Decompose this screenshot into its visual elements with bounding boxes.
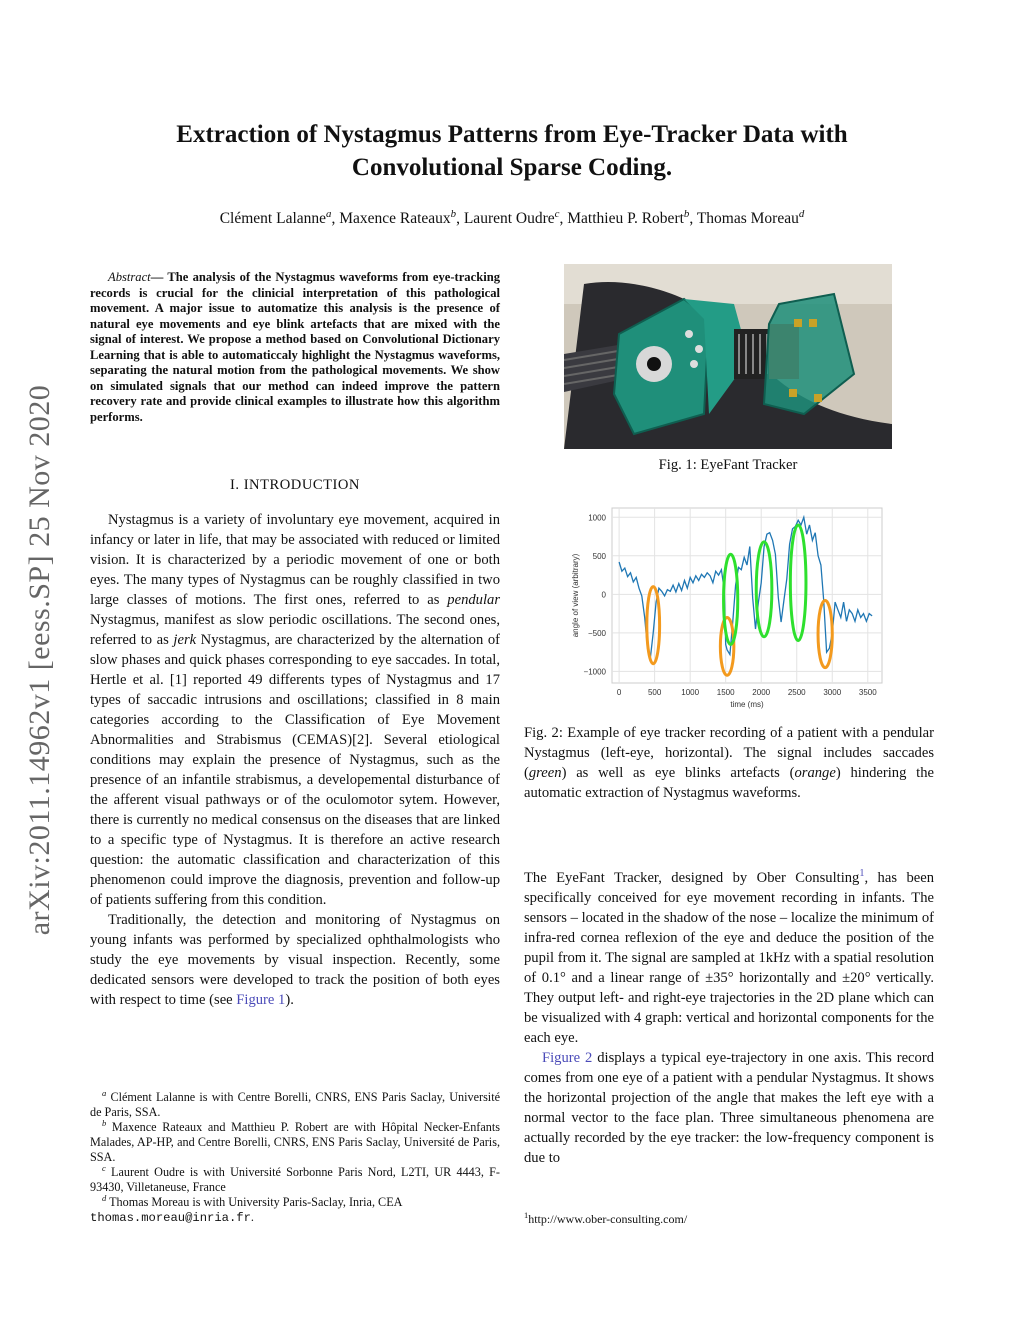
x-axis-label: time (ms) — [730, 700, 764, 709]
footnote-url[interactable]: http://www.ober-consulting.com/ — [528, 1212, 688, 1226]
x-tick-label: 1500 — [716, 688, 735, 697]
affiliation-mark: c — [554, 207, 560, 220]
text: Fig. 2: Example of eye tracker recording of a patient with a pendular Nystagmus (left-eye, horizontal). The signal includes saccades ( — [524, 725, 934, 781]
figure-2-chart — [560, 498, 890, 713]
footnote-1-link[interactable]: 1 — [859, 868, 865, 880]
author-list: Clément Lalanne$^a$, Maxence Rateaux$^b$, Laurent Oudre$^c$, Matthieu P. Robert$^b$, Thomas Moreau$^d$ — [219, 207, 805, 227]
intro-paragraph-2 — [90, 910, 500, 1010]
x-tick-label: 500 — [647, 688, 662, 697]
y-tick-label: −1000 — [583, 667, 606, 677]
title-line-2: Convolutional Sparse Coding. — [351, 154, 673, 181]
footnote: $^d$ Thomas Moreau is with University Paris-Saclay, Inria, CEA thomas.moreau@inria.fr. — [90, 1192, 403, 1225]
right-paragraph-2 — [524, 1048, 934, 1168]
abstract-label: Abstract — [108, 270, 151, 284]
right-paragraph-1 — [524, 868, 934, 1048]
eyefant-tracker-photo — [564, 264, 892, 449]
text: The EyeFant Tracker, designed by Ober Consulting — [524, 870, 860, 886]
author: Clément Lalanne — [219, 210, 327, 227]
text: displays a typical eye-trajectory in one axis. This record comes from one eye of a patient with a pendular Nystagmus. It shows the horizontal projection of the angle that makes the left eye with a normal vector to the face plan. Three simultaneous phenomena are actually recorded by the eye tracker: the low-frequency component is due to — [524, 1050, 934, 1166]
figure-2-caption — [524, 723, 934, 803]
figure-2-link[interactable]: Figure 2 — [542, 1050, 593, 1066]
text: ) as well as eye blinks artefacts ( — [561, 765, 795, 781]
paper-title — [0, 118, 1024, 184]
introduction-body — [90, 510, 500, 1010]
y-tick-label: −500 — [587, 628, 606, 638]
text: Nystagmus, are characterized by the alternation of slow phases and quick phases corresponding to eye saccades. In total, Hertle et al. [1] reported 49 differents types of Nystagmus and 17 types of saccadic intrusions and oscillations; classified in 8 main categories according to the Classification of Eye Movement Abnormalities and Strabismus (CEMAS)[2]. Several etiological conditions may explain the presence of Nystagmus, such as the presence of an infantile strabismus, a developemental disturbance of the afferent visual pathways or of the oculomotor sytem. However, there is currently no medical consensus on the diseases that are linked to a specific type of Nystagmus. It is therefore an active research question: the automatic classification and characterization of this phenomenon could improve the diagnosis, prevention and follow-up of patients suffering from this condition. — [90, 632, 501, 908]
footnote-text: Thomas Moreau is with University Paris-Saclay, Inria, CEA — [106, 1195, 403, 1209]
footnote-text: Clément Lalanne is with Centre Borelli, CNRS, ENS Paris Saclay, Université de Paris, SSA. — [90, 1090, 500, 1119]
author: Matthieu P. Robert — [567, 210, 684, 227]
footnote — [90, 1087, 500, 1120]
intro-paragraph-1 — [90, 510, 500, 910]
footnote-text: Laurent Oudre is with Université Sorbonne Paris Nord, L2TI, UR 4443, F-93430, Villetaneuse, France — [90, 1165, 500, 1194]
author-email[interactable]: thomas.moreau@inria.fr — [90, 1211, 251, 1225]
figure-1-caption: Fig. 1: EyeFant Tracker — [658, 457, 798, 473]
footnote-mark: c — [102, 1162, 106, 1173]
footnote — [90, 1162, 500, 1195]
title-line-1: Extraction of Nystagmus Patterns from Eye-Tracker Data with — [176, 121, 848, 148]
abstract-text: — The analysis of the Nystagmus waveforms from eye-tracking records is crucial for the clinicial interpretation of this pathological movement. A major issue to automatize this analysis is the presence of natural eye movements and eye blink artefacts that are mixed with the signal of interest. We propose a method based on Convolutional Dictionary Learning that is able to automaticcaly highlight the Nystagmus waveforms, separating the natural motion from the pathological movements. We show on simulated signals that our method can indeed improve the pattern recovery rate and provide clinical examples to illustrate how this algorithm performs. — [90, 270, 500, 424]
text: Nystagmus, manifest as slow periodic oscillations. The second ones, referred to as — [90, 612, 500, 648]
text: Nystagmus is a variety of involuntary eye movement, acquired in infancy or later in life, that may be associated with reduced or limited vision. It is characterized by a periodic movement of one or both eyes. The many types of Nystagmus can be roughly classified in two large classes of motions. The first ones, referred to as — [90, 512, 500, 608]
y-tick-label: 500 — [592, 551, 606, 561]
affiliation-mark: d — [798, 207, 805, 220]
chart-canvas — [560, 498, 890, 713]
abstract — [90, 270, 500, 425]
text: ) hindering the automatic extraction of Nystagmus waveforms. — [524, 765, 935, 801]
arxiv-identifier: arXiv:2011.14962v1 [eess.SP] 25 Nov 2020 — [23, 384, 56, 936]
emphasis: green — [528, 765, 562, 781]
y-tick-label: 1000 — [588, 513, 606, 523]
text: , has been specifically conceived for eye movement recording in infants. The sensors – located in the shadow of the nose – localize the minimum of infra-red cornea reflexion of the eye and deduce the position of the pupil from it. The signal are sampled at 1kHz with a spatial resolution of 0.1° and a linear range of ±35° horizontally and ±20° vertically. They output left- and right-eye trajectories in the 2D plane which can be visualized with 4 graph: vertical and horizontal components for the each eye. — [524, 870, 934, 1046]
footnote-mark: a — [102, 1087, 107, 1098]
figure-1-link[interactable]: Figure 1 — [236, 992, 286, 1008]
author: Thomas Moreau — [696, 210, 799, 227]
footnote — [90, 1117, 500, 1165]
plot-area — [612, 508, 882, 683]
footnote-mark: d — [102, 1192, 107, 1203]
x-tick-label: 3500 — [858, 688, 877, 697]
x-tick-label: 0 — [616, 688, 622, 697]
tracker-illustration — [564, 264, 892, 449]
y-tick-label: 0 — [601, 590, 606, 600]
emphasis: jerk — [173, 632, 197, 648]
footnote-mark: b — [102, 1117, 107, 1128]
emphasis: orange — [794, 765, 836, 781]
emphasis: pendular — [447, 592, 500, 608]
y-axis-label: angle of view (arbitrary) — [571, 553, 580, 638]
footnote-1 — [524, 1212, 934, 1227]
affiliation-footnotes — [90, 1087, 500, 1226]
section-heading-introduction: I. INTRODUCTION — [230, 477, 360, 493]
author: Maxence Rateaux — [339, 210, 451, 227]
x-tick-label: 3000 — [823, 688, 842, 697]
text: Traditionally, the detection and monitoring of Nystagmus on young infants was performed by specialized ophthalmologists who study the eye movements by visual inspection. Recently, some dedicated sensors were developed to track the position of both eyes with respect to time (see — [90, 912, 500, 1008]
x-tick-label: 2000 — [752, 688, 771, 697]
affiliation-mark: b — [683, 207, 690, 220]
affiliation-mark: b — [450, 207, 457, 220]
author: Laurent Oudre — [463, 210, 555, 227]
footnote-mark: 1 — [524, 1211, 529, 1220]
affiliation-mark: a — [326, 207, 332, 220]
x-tick-label: 1000 — [681, 688, 700, 697]
x-tick-label: 2500 — [787, 688, 806, 697]
footnote-text: Maxence Rateaux and Matthieu P. Robert are with Hôpital Necker-Enfants Malades, AP-HP, and Centre Borelli, CNRS, ENS Paris Saclay, Université de Paris, SSA. — [90, 1120, 500, 1164]
right-column-body — [524, 868, 934, 1168]
text: ). — [285, 992, 294, 1008]
